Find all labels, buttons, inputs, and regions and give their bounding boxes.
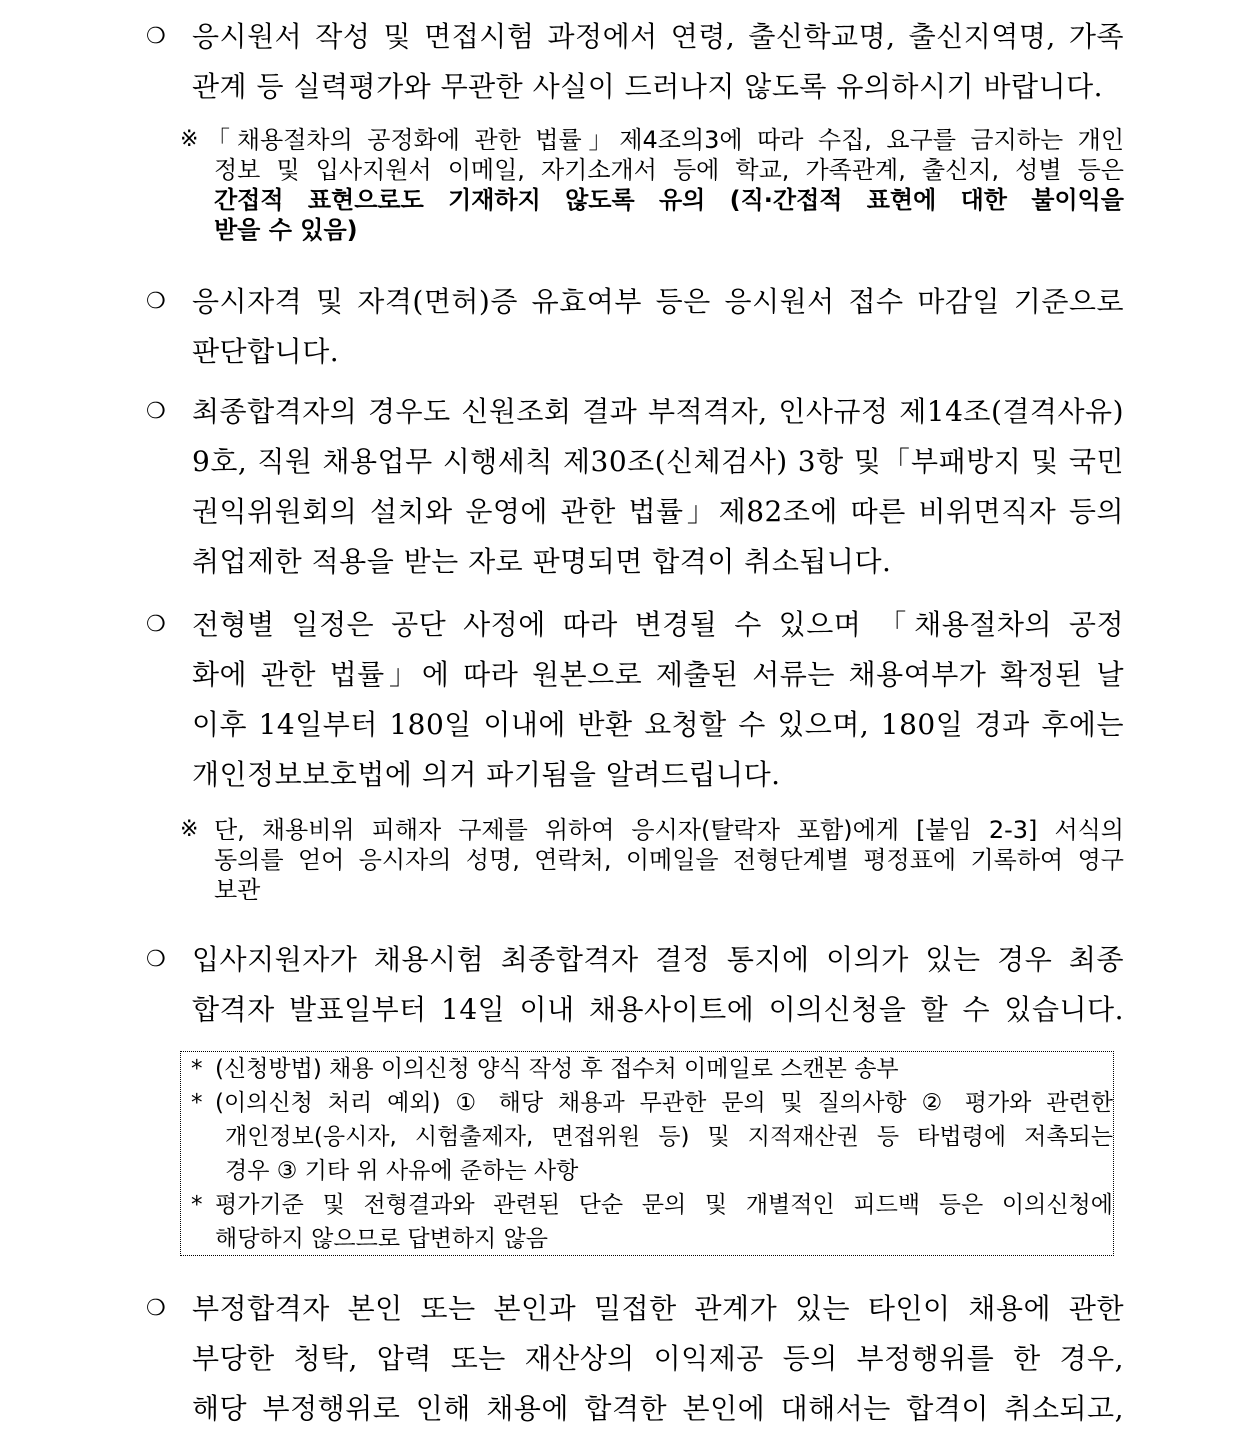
reference-note-1 — [180, 125, 1124, 245]
notice-item-3 — [146, 387, 1124, 587]
circle-bullet-icon: ❍ — [146, 24, 166, 49]
box-item-2 — [191, 1086, 1113, 1188]
paragraph-line: 취업제한 적용을 받는 자로 판명되면 합격이 취소됩니다. — [192, 545, 892, 578]
notice-paragraph — [192, 277, 1124, 377]
circle-bullet-icon: ❍ — [146, 399, 166, 424]
box-line: (신청방법) 채용 이의신청 양식 작성 후 접수처 이메일로 스캔본 송부 — [215, 1056, 899, 1082]
circle-bullet-icon: ❍ — [146, 947, 166, 972]
paragraph-line: 개인정보보호법에 의거 파기됨을 알려드립니다. — [192, 758, 781, 791]
paragraph-line: 부당한 청탁, 압력 또는 재산상의 이익제공 등의 부정행위를 한 경우, — [192, 1342, 1124, 1375]
notice-item-6 — [146, 1284, 1124, 1434]
paragraph-line: 응시자격 및 자격(면허)증 유효여부 등은 응시원서 접수 마감일 기준으로 — [192, 285, 1124, 318]
notice-item-4 — [146, 600, 1124, 800]
note-bold-line: 받을 수 있음) — [214, 216, 358, 244]
notice-paragraph — [192, 387, 1124, 587]
paragraph-line: 화에 관한 법률」에 따라 원본으로 제출된 서류는 채용여부가 확정된 날 — [192, 658, 1124, 691]
paragraph-line: 해당 부정행위로 인해 채용에 합격한 본인에 대해서는 합격이 취소되고, — [192, 1392, 1124, 1425]
notice-paragraph — [192, 12, 1124, 112]
note-line: 동의를 얻어 응시자의 성명, 연락처, 이메일을 전형단계별 평정표에 기록하여 영구 — [214, 846, 1124, 874]
objection-info-box — [180, 1051, 1114, 1256]
asterisk-icon: * — [191, 1056, 203, 1082]
box-item-3 — [191, 1188, 1113, 1256]
box-item-1 — [191, 1052, 1113, 1086]
notice-paragraph — [192, 935, 1124, 1035]
circle-bullet-icon: ❍ — [146, 289, 166, 314]
note-text — [206, 125, 1124, 245]
paragraph-line: 입사지원자가 채용시험 최종합격자 결정 통지에 이의가 있는 경우 최종 — [192, 943, 1124, 976]
reference-note-2 — [180, 815, 1124, 905]
paragraph-line: 최종합격자의 경우도 신원조회 결과 부적격자, 인사규정 제14조(결격사유) — [192, 395, 1124, 428]
circle-bullet-icon: ❍ — [146, 612, 166, 637]
reference-mark-icon: ※ — [180, 817, 199, 842]
box-line: (이의신청 처리 예외) ① 해당 채용과 무관한 문의 및 질의사항 ② 평가와 관련한 — [215, 1090, 1113, 1116]
paragraph-line: 이후 14일부터 180일 이내에 반환 요청할 수 있으며, 180일 경과 후에는 — [192, 708, 1124, 741]
asterisk-icon: * — [191, 1090, 203, 1116]
paragraph-line: 합격자 발표일부터 14일 이내 채용사이트에 이의신청을 할 수 있습니다. — [192, 993, 1124, 1026]
note-line: 「채용절차의 공정화에 관한 법률」제4조의3에 따라 수집, 요구를 금지하는 개인 — [206, 126, 1124, 154]
paragraph-line: 전형별 일정은 공단 사정에 따라 변경될 수 있으며 「채용절차의 공정 — [192, 608, 1124, 641]
notice-item-5 — [146, 935, 1124, 1035]
notice-item-1 — [146, 12, 1124, 112]
paragraph-line: 부정합격자 본인 또는 본인과 밀접한 관계가 있는 타인이 채용에 관한 — [192, 1292, 1124, 1325]
paragraph-line: 응시원서 작성 및 면접시험 과정에서 연령, 출신학교명, 출신지역명, 가족 — [192, 20, 1124, 53]
note-bold-line: 간접적 표현으로도 기재하지 않도록 유의 (직·간접적 표현에 대한 불이익을 — [214, 186, 1124, 214]
note-text — [214, 815, 1124, 905]
paragraph-line: 9호, 직원 채용업무 시행세칙 제30조(신체검사) 3항 및「부패방지 및 국민 — [192, 445, 1124, 478]
asterisk-icon: * — [191, 1192, 203, 1218]
reference-mark-icon: ※ — [180, 127, 199, 152]
note-line: 보관 — [214, 876, 261, 904]
notice-paragraph — [192, 600, 1124, 800]
box-line: 평가기준 및 전형결과와 관련된 단순 문의 및 개별적인 피드백 등은 이의신청에 — [215, 1192, 1113, 1218]
box-line: 개인정보(응시자, 시험출제자, 면접위원 등) 및 지적재산권 등 타법령에 저촉되는 — [225, 1124, 1113, 1150]
paragraph-line: 판단합니다. — [192, 335, 340, 368]
notice-paragraph — [192, 1284, 1124, 1434]
notice-item-2 — [146, 277, 1124, 377]
circle-bullet-icon: ❍ — [146, 1296, 166, 1321]
paragraph-line: 권익위원회의 설치와 운영에 관한 법률」제82조에 따른 비위면직자 등의 — [192, 495, 1124, 528]
note-line: 단, 채용비위 피해자 구제를 위하여 응시자(탈락자 포함)에게 [붙임 2-3] 서식의 — [214, 816, 1124, 844]
box-line: 해당하지 않으므로 답변하지 않음 — [215, 1226, 548, 1252]
box-line: 경우 ③ 기타 위 사유에 준하는 사항 — [225, 1158, 579, 1184]
note-line: 정보 및 입사지원서 이메일, 자기소개서 등에 학교, 가족관계, 출신지, 성별 등은 — [214, 156, 1124, 184]
paragraph-line: 관계 등 실력평가와 무관한 사실이 드러나지 않도록 유의하시기 바랍니다. — [192, 70, 1104, 103]
